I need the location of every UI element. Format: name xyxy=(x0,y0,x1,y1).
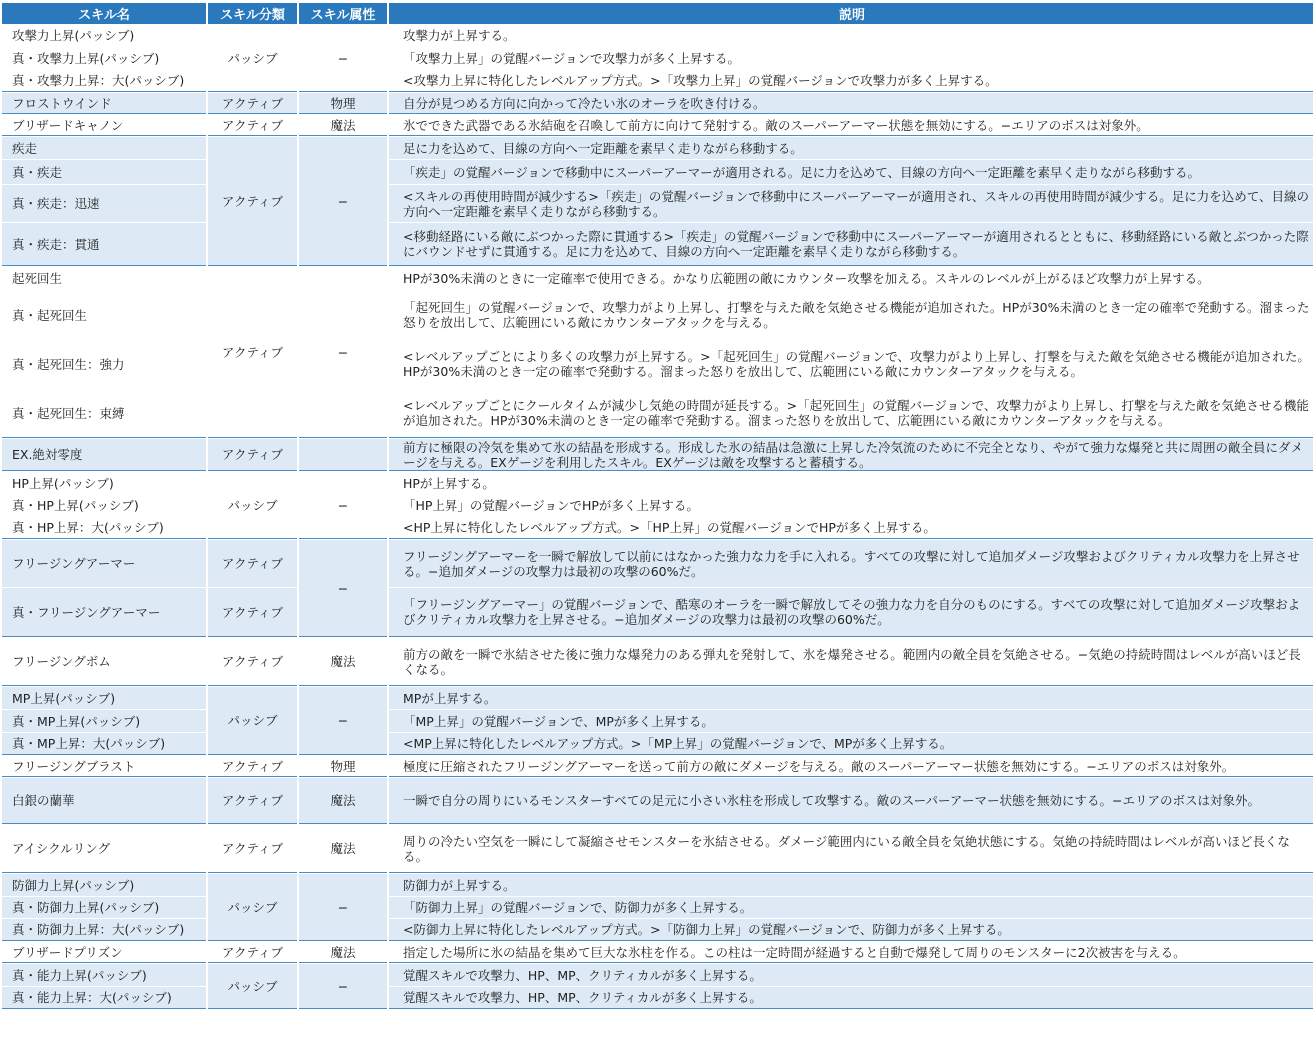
table-row xyxy=(2,733,1313,755)
skill-description: 「攻撃力上昇」の覚醒バージョンで攻撃力が多く上昇する。 xyxy=(403,50,741,66)
skill-description: 自分が見つめる方向に向かって冷たい氷のオーラを吹き付ける。 xyxy=(389,93,1313,114)
skill-description: 「疾走」の覚醒バージョンで移動中にスーパーアーマーが適用される。足に力を込めて、目線の方向へ一定距離を素早く走りながら移動する。 xyxy=(389,160,1313,184)
skill-description: 「HP上昇」の覚醒バージョンでHPが多く上昇する。 xyxy=(403,498,699,513)
table-row xyxy=(2,987,1313,1009)
table-row xyxy=(2,160,1313,184)
skill-description: 「防御力上昇」の覚醒バージョンで、防御力が多く上昇する。 xyxy=(389,897,1313,918)
table-row xyxy=(2,47,1313,69)
skill-description: MPが上昇する。 xyxy=(389,687,1313,709)
table-row xyxy=(2,825,1313,873)
skill-attr: − xyxy=(299,137,387,266)
skill-name: フロストウインド xyxy=(2,93,206,114)
table-row xyxy=(2,223,1313,266)
table-row xyxy=(2,93,1313,114)
skill-attr: 魔法 xyxy=(299,825,387,873)
table-row xyxy=(2,517,1313,539)
header-type: スキル分類 xyxy=(208,3,297,24)
skill-description: HPが30%未満のときに一定確率で使用できる。かなり広範囲の敵にカウンター攻撃を加える。スキルのレベルが上がるほど攻撃力が上昇する。 xyxy=(403,271,1210,286)
skill-attr: 魔法 xyxy=(299,778,387,824)
skill-description: 「フリージングアーマー」の覚醒バージョンで、酷寒のオーラを一瞬で解放してその強力な力を自分のものにする。すべての攻撃に対して追加ダメージ攻撃およびクリティカル攻撃力を上昇させる。−追加ダメージの攻撃力は最初の攻撃の60%だ。 xyxy=(389,588,1313,637)
skill-description: 一瞬で自分の周りにいるモンスターすべての足元に小さい氷柱を形成して攻撃する。敵のスーパーアーマー状態を無効にする。−エリアのボスは対象外。 xyxy=(389,778,1313,824)
table-row xyxy=(2,874,1313,896)
skill-type: パッシブ xyxy=(208,687,297,755)
skill-name: 真・防御力上昇(パッシブ) xyxy=(2,897,206,918)
skill-type: アクティブ xyxy=(208,93,297,114)
skill-name: 真・防御力上昇：大(パッシブ) xyxy=(2,919,206,941)
skill-type: アクティブ xyxy=(208,540,297,587)
skill-name: 真・起死回生 xyxy=(12,307,88,323)
skill-name: フリージングブラスト xyxy=(2,756,206,777)
skill-attr: 魔法 xyxy=(299,115,387,136)
skill-description: 周りの冷たい空気を一瞬にして凝縮させモンスターを氷結させる。ダメージ範囲内にいる敵全員を気絶状態にする。気絶の持続時間はレベルが高いほど長くなる。 xyxy=(389,825,1313,873)
skill-description: 「MP上昇」の覚醒バージョンで、MPが多く上昇する。 xyxy=(389,710,1313,732)
table-row xyxy=(2,340,1313,388)
skill-attr xyxy=(299,439,387,471)
skill-type: アクティブ xyxy=(208,137,297,266)
skill-attr: 物理 xyxy=(299,93,387,114)
table-row xyxy=(2,267,1313,290)
skill-description: 覚醒スキルで攻撃力、HP、MP、クリティカルが多く上昇する。 xyxy=(389,987,1313,1009)
skill-name: 真・疾走：貫通 xyxy=(2,223,206,266)
skill-description: <MP上昇に特化したレベルアップ方式。>「MP上昇」の覚醒バージョンで、MPが多く上昇する。 xyxy=(389,733,1313,755)
skill-table xyxy=(0,2,1313,1010)
skill-description: 氷でできた武器である氷結砲を召喚して前方に向けて発射する。敵のスーパーアーマー状態を無効にする。−エリアのボスは対象外。 xyxy=(389,115,1313,136)
table-row xyxy=(2,137,1313,159)
skill-description: HPが上昇する。 xyxy=(403,475,495,491)
table-body xyxy=(2,25,1313,1009)
table-row xyxy=(2,942,1313,963)
skill-name: ブリザードキャノン xyxy=(2,115,206,136)
skill-description: 「起死回生」の覚醒バージョンで、攻撃力がより上昇し、打撃を与えた敵を気絶させる機能が追加された。HPが30%未満のとき一定の確率で発動する。溜まった怒りを放出して、広範囲にいる敵にカウンターアタックを与える。 xyxy=(403,300,1310,330)
skill-description: 覚醒スキルで攻撃力、HP、MP、クリティカルが多く上昇する。 xyxy=(389,964,1313,986)
skill-name: フリージングアーマー xyxy=(2,540,206,587)
skill-attr: − xyxy=(299,964,387,1009)
skill-description: 攻撃力が上昇する。 xyxy=(403,28,516,43)
skill-description: 前方に極限の冷気を集めて氷の結晶を形成する。形成した氷の結晶は急激に上昇した冷気流のために不完全となり、やがて強力な爆発と共に周囲の敵全員にダメージを与える。EXゲージを利用したスキル。EXゲージは敵を攻撃すると蓄積する。 xyxy=(389,439,1313,471)
skill-description: <HP上昇に特化したレベルアップ方式。>「HP上昇」の覚醒バージョンでHPが多く上昇する。 xyxy=(389,517,1313,539)
skill-name: 防御力上昇(パッシブ) xyxy=(2,874,206,896)
skill-description: <レベルアップごとにクールタイムが減少し気絶の時間が延長する。>「起死回生」の覚醒バージョンで、攻撃力がより上昇し、打撃を与えた敵を気絶させる機能が追加された。HPが30%未満のとき一定の確率で発動する。溜まった怒りを放出して、広範囲にいる敵にカウンターアタックを与える。 xyxy=(389,389,1313,438)
skill-name: 白銀の蘭華 xyxy=(2,778,206,824)
header-desc: 説明 xyxy=(389,3,1313,24)
skill-type: アクティブ xyxy=(208,638,297,686)
skill-name: 真・能力上昇(パッシブ) xyxy=(2,964,206,986)
skill-name: 疾走 xyxy=(2,137,206,159)
table-header xyxy=(2,3,1313,24)
skill-attr: − xyxy=(299,687,387,755)
skill-name: 真・疾走 xyxy=(2,160,206,184)
skill-name: 真・攻撃力上昇：大(パッシブ) xyxy=(2,70,206,92)
skill-name: 真・疾走：迅速 xyxy=(2,185,206,222)
skill-name: 真・HP上昇：大(パッシブ) xyxy=(2,517,206,539)
table-row xyxy=(2,472,1313,494)
skill-type: アクティブ xyxy=(208,267,297,438)
table-row xyxy=(2,291,1313,339)
table-row xyxy=(2,439,1313,471)
skill-attr: − xyxy=(299,25,387,92)
table-row xyxy=(2,756,1313,777)
skill-description: 指定した場所に氷の結晶を集めて巨大な氷柱を作る。この柱は一定時間が経過すると自動で爆発して周りのモンスターに2次被害を与える。 xyxy=(389,942,1313,963)
table-row xyxy=(2,687,1313,709)
skill-attr: − xyxy=(299,874,387,941)
table-row xyxy=(2,495,1313,516)
skill-type: アクティブ xyxy=(208,825,297,873)
table-row xyxy=(2,540,1313,587)
skill-description: <レベルアップごとにより多くの攻撃力が上昇する。>「起死回生」の覚醒バージョンで、攻撃力がより上昇し、打撃を与えた敵を気絶させる機能が追加された。HPが30%未満のとき一定の確率で発動する。溜まった怒りを放出して、広範囲にいる敵にカウンターアタックを与える。 xyxy=(403,349,1310,379)
table-row xyxy=(2,70,1313,92)
skill-attr: − xyxy=(299,472,387,539)
skill-description: <攻撃力上昇に特化したレベルアップ方式。>「攻撃力上昇」の覚醒バージョンで攻撃力が多く上昇する。 xyxy=(389,70,1313,92)
skill-description: <移動経路にいる敵にぶつかった際に貫通する>「疾走」の覚醒バージョンで移動中にスーパーアーマーが適用されるとともに、移動経路にいる敵とぶつかった際にバウンドせずに貫通する。足に力を込めて、目線の方向へ一定距離を素早く走りながら移動する。 xyxy=(389,223,1313,266)
table-row xyxy=(2,25,1313,46)
skill-type: アクティブ xyxy=(208,756,297,777)
skill-type: アクティブ xyxy=(208,439,297,471)
skill-name: 真・MP上昇：大(パッシブ) xyxy=(2,733,206,755)
skill-name: 起死回生 xyxy=(12,271,63,286)
table-row xyxy=(2,710,1313,732)
table-row xyxy=(2,919,1313,941)
table-row xyxy=(2,964,1313,986)
skill-name: 真・起死回生：束縛 xyxy=(2,389,206,438)
skill-type: パッシブ xyxy=(208,964,297,1009)
skill-name: 真・能力上昇：大(パッシブ) xyxy=(2,987,206,1009)
table-row xyxy=(2,778,1313,824)
skill-description: <防御力上昇に特化したレベルアップ方式。>「防御力上昇」の覚醒バージョンで、防御力が多く上昇する。 xyxy=(389,919,1313,941)
table-row xyxy=(2,897,1313,918)
skill-type: パッシブ xyxy=(208,472,297,539)
skill-name: アイシクルリング xyxy=(2,825,206,873)
skill-name: ブリザードプリズン xyxy=(2,942,206,963)
skill-description: 防御力が上昇する。 xyxy=(389,874,1313,896)
skill-name: 真・HP上昇(パッシブ) xyxy=(12,498,139,513)
skill-name: 真・MP上昇(パッシブ) xyxy=(2,710,206,732)
skill-type: アクティブ xyxy=(208,115,297,136)
skill-description: 極度に圧縮されたフリージングアーマーを送って前方の敵にダメージを与える。敵のスーパーアーマー状態を無効にする。−エリアのボスは対象外。 xyxy=(389,756,1313,777)
skill-description: <スキルの再使用時間が減少する>「疾走」の覚醒バージョンで移動中にスーパーアーマーが適用され、スキルの再使用時間が減少する。足に力を込めて、目線の方向へ一定距離を素早く走りながら移動する。 xyxy=(389,185,1313,222)
skill-attr: − xyxy=(299,540,387,637)
skill-name: 真・攻撃力上昇(パッシブ) xyxy=(12,50,160,66)
table-row xyxy=(2,185,1313,222)
skill-name: 真・フリージングアーマー xyxy=(2,588,206,637)
skill-type: アクティブ xyxy=(208,942,297,963)
table-row xyxy=(2,389,1313,438)
skill-attr: 魔法 xyxy=(299,942,387,963)
skill-name: フリージングボム xyxy=(2,638,206,686)
skill-attr: − xyxy=(299,267,387,438)
skill-description: 足に力を込めて、目線の方向へ一定距離を素早く走りながら移動する。 xyxy=(389,137,1313,159)
table-row xyxy=(2,638,1313,686)
table-row xyxy=(2,115,1313,136)
skill-type: アクティブ xyxy=(208,778,297,824)
skill-type: パッシブ xyxy=(208,874,297,941)
skill-name: 攻撃力上昇(パッシブ) xyxy=(12,28,135,43)
skill-description: フリージングアーマーを一瞬で解放して以前にはなかった強力な力を手に入れる。すべての攻撃に対して追加ダメージ攻撃およびクリティカル攻撃力を上昇させる。−追加ダメージの攻撃力は最初の攻撃の60%だ。 xyxy=(389,540,1313,587)
skill-name: MP上昇(パッシブ) xyxy=(2,687,206,709)
skill-name: HP上昇(パッシブ) xyxy=(12,475,114,491)
skill-name: EX.絶対零度 xyxy=(2,439,206,471)
skill-name: 真・起死回生：強力 xyxy=(12,356,125,372)
skill-type: パッシブ xyxy=(208,25,297,92)
skill-attr: 物理 xyxy=(299,756,387,777)
header-attr: スキル属性 xyxy=(299,3,387,24)
skill-attr: 魔法 xyxy=(299,638,387,686)
header-name: スキル名 xyxy=(2,3,206,24)
skill-type: アクティブ xyxy=(208,588,297,637)
table-row xyxy=(2,588,1313,637)
skill-description: 前方の敵を一瞬で氷結させた後に強力な爆発力のある弾丸を発射して、氷を爆発させる。範囲内の敵全員を気絶させる。−気絶の持続時間はレベルが高いほど長くなる。 xyxy=(389,638,1313,686)
